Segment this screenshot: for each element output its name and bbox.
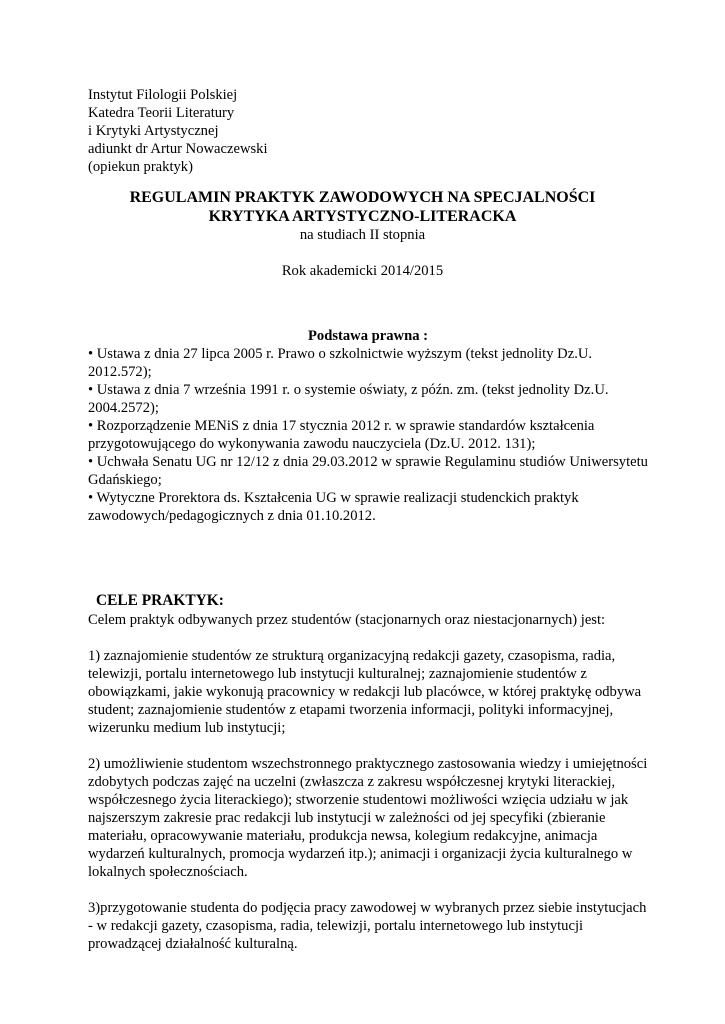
legal-basis-item: • Wytyczne Prorektora ds. Kształcenia UG w sprawie realizacji studenckich praktyk zawodowych/pedagogicznych z dnia 01.10.2012.	[88, 490, 579, 524]
goals-section	[88, 591, 648, 971]
goal-item: 1) zaznajomienie studentów ze strukturą organizacyjną redakcji gazety, czasopisma, radia, telewizji, portalu internetowego lub instytucji kulturalnej; zaznajomienie studentów z obowiązkami, jakie wykonują pracownicy w redakcji lub placówce, w której praktykę odbywa student; zaznajomienie studentów z etapami tworzenia informacji, polityki informacyjnej, wizerunku medium lub instytucji;	[88, 648, 642, 736]
goal-item: 3)przygotowanie studenta do podjęcia pracy zawodowej w wybranych przez siebie instytucjach - w redakcji gazety, czasopisma, radia, telewizji, portalu internetowego lub instytucji prowadzącej działalność kulturalną.	[88, 900, 647, 952]
legal-basis-item: • Uchwała Senatu UG nr 12/12 z dnia 29.03.2012 w sprawie Regulaminu studiów Uniwersytetu Gdańskiego;	[88, 454, 648, 488]
legal-basis-heading: Podstawa prawna :	[308, 328, 428, 344]
header-line-supervisor: adiunkt dr Artur Nowaczewski	[88, 141, 268, 157]
title-line-2: KRYTYKA ARTYSTYCZNO-LITERACKA	[208, 208, 517, 225]
header-line-institute: Instytut Filologii Polskiej	[88, 87, 238, 103]
title-subtitle: na studiach II stopnia	[299, 227, 426, 243]
legal-basis-item: • Rozporządzenie MENiS z dnia 17 stycznia 2012 r. w sprawie standardów kształcenia przygotowującego do wykonywania zawodu nauczyciela (Dz.U. 2012. 131);	[88, 418, 595, 452]
legal-basis-item: • Ustawa z dnia 7 września 1991 r. o systemie oświaty, z późn. zm. (tekst jednolity Dz.U. 2004.2572);	[88, 382, 609, 416]
legal-basis-section	[88, 327, 648, 525]
header-line-department-cont: i Krytyki Artystycznej	[88, 123, 219, 139]
institution-header	[88, 86, 268, 176]
academic-year: Rok akademicki 2014/2015	[281, 263, 444, 279]
goal-item: 2) umożliwienie studentom wszechstronnego praktycznego zastosowania wiedzy i umiejętności zdobytych podczas zajęć na uczelni (zwłaszcza z zakresu współczesnej krytyki literackiej, współczesnego życia literackiego); stworzenie studentowi możliwości wzięcia udziału w jak najszerszym zakresie prac redakcji lub instytucji w zależności od jej specyfiki (zbieranie materiału, opracowywanie materiału, produkcja newsa, kolegium redakcyjne, animacja wydarzeń kulturalnych, promocja wydarzeń itp.); animacji i organizacji życia kulturalnego w lokalnych społecznościach.	[88, 756, 648, 880]
title-line-1: REGULAMIN PRAKTYK ZAWODOWYCH NA SPECJALNOŚCI	[129, 189, 596, 206]
goals-intro: Celem praktyk odbywanych przez studentów (stacjonarnych oraz niestacjonarnych) jest:	[88, 612, 606, 628]
header-line-department: Katedra Teorii Literatury	[88, 105, 235, 121]
legal-basis-item: • Ustawa z dnia 27 lipca 2005 r. Prawo o szkolnictwie wyższym (tekst jednolity Dz.U. 2012.572);	[88, 346, 593, 380]
header-line-role: (opiekun praktyk)	[88, 159, 193, 175]
legal-basis-list	[88, 345, 648, 525]
goals-heading: CELE PRAKTYK:	[96, 592, 224, 609]
document-title	[0, 188, 725, 244]
